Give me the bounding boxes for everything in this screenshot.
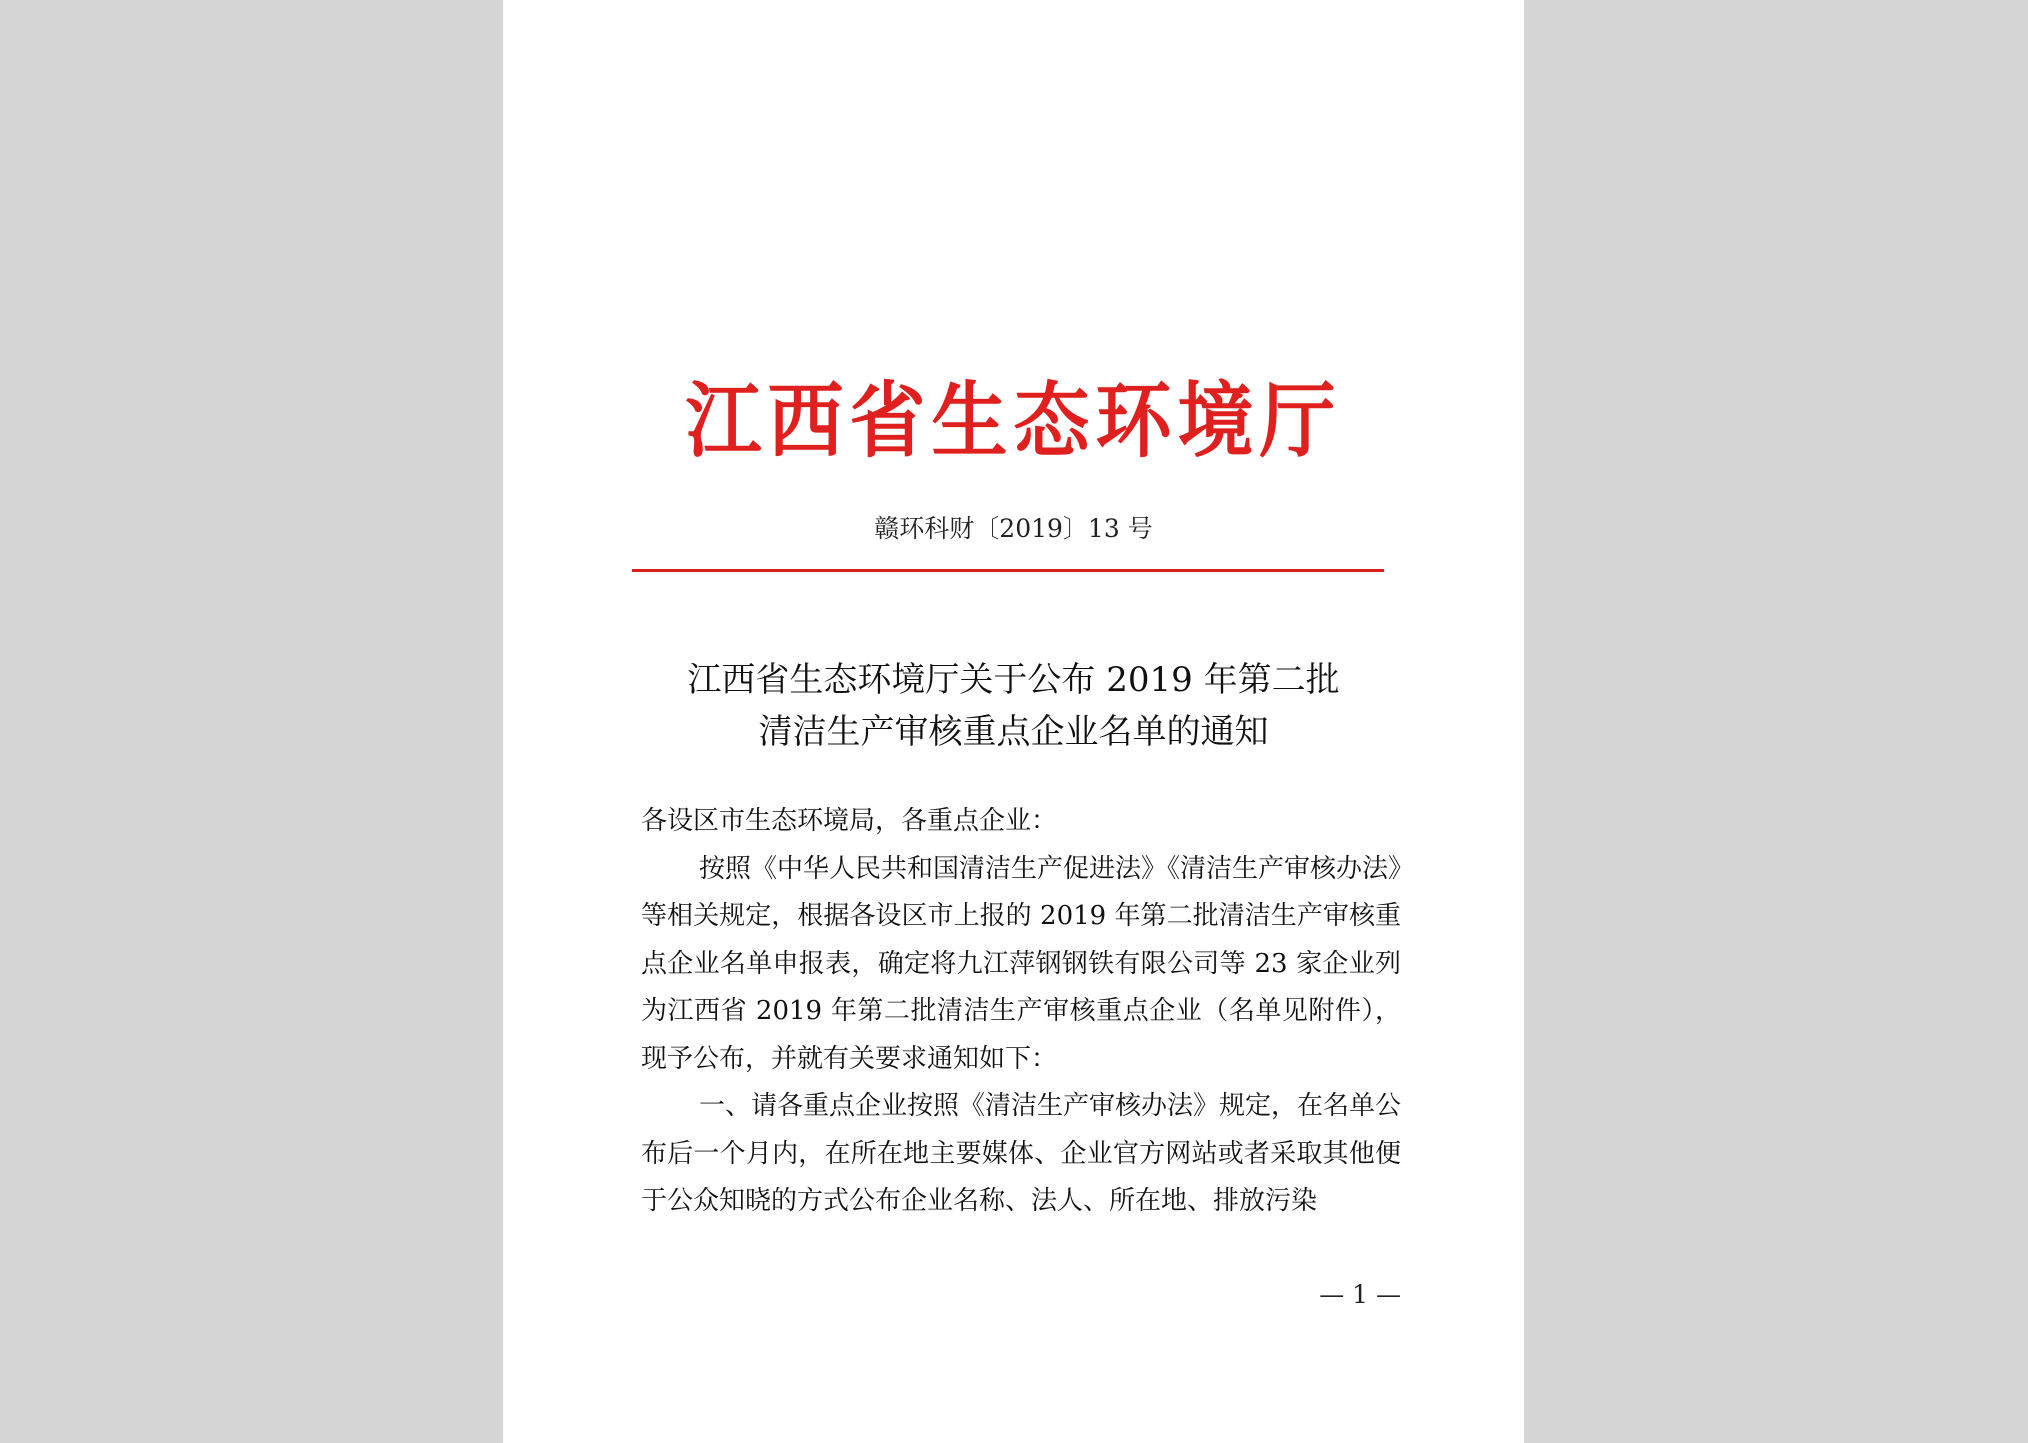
salutation: 各设区市生态环境局，各重点企业：	[641, 806, 1058, 836]
paragraph-requirement-1: 一、请各重点企业按照《清洁生产审核办法》规定，在名单公布后一个月内，在所在地主要媒体、企业官方网站或者采取其他便于公众知晓的方式公布企业名称、法人、所在地、排放污染	[641, 1091, 1402, 1216]
notice-title	[503, 654, 1524, 758]
notice-title-line-2: 清洁生产审核重点企业名单的通知	[758, 712, 1269, 752]
paragraph-intro: 按照《中华人民共和国清洁生产促进法》《清洁生产审核办法》等相关规定，根据各设区市上报的 2019 年第二批清洁生产审核重点企业名单申报表，确定将九江萍钢钢铁有限公司等 23 家企业列为江西省 2019 年第二批清洁生产审核重点企业（名单见附件），现予公布，并就有关要求通知如下：	[641, 853, 1402, 1074]
notice-title-line-1: 江西省生态环境厅关于公布 2019 年第二批	[687, 660, 1340, 700]
document-body	[641, 798, 1401, 1226]
issuing-authority-header: 江西省生态环境厅	[685, 372, 1342, 469]
document-number: 赣环科财〔2019〕13 号	[874, 514, 1153, 543]
page-number: — 1 —	[1319, 1280, 1401, 1309]
red-divider-line	[632, 569, 1384, 572]
document-page	[503, 0, 1524, 1443]
